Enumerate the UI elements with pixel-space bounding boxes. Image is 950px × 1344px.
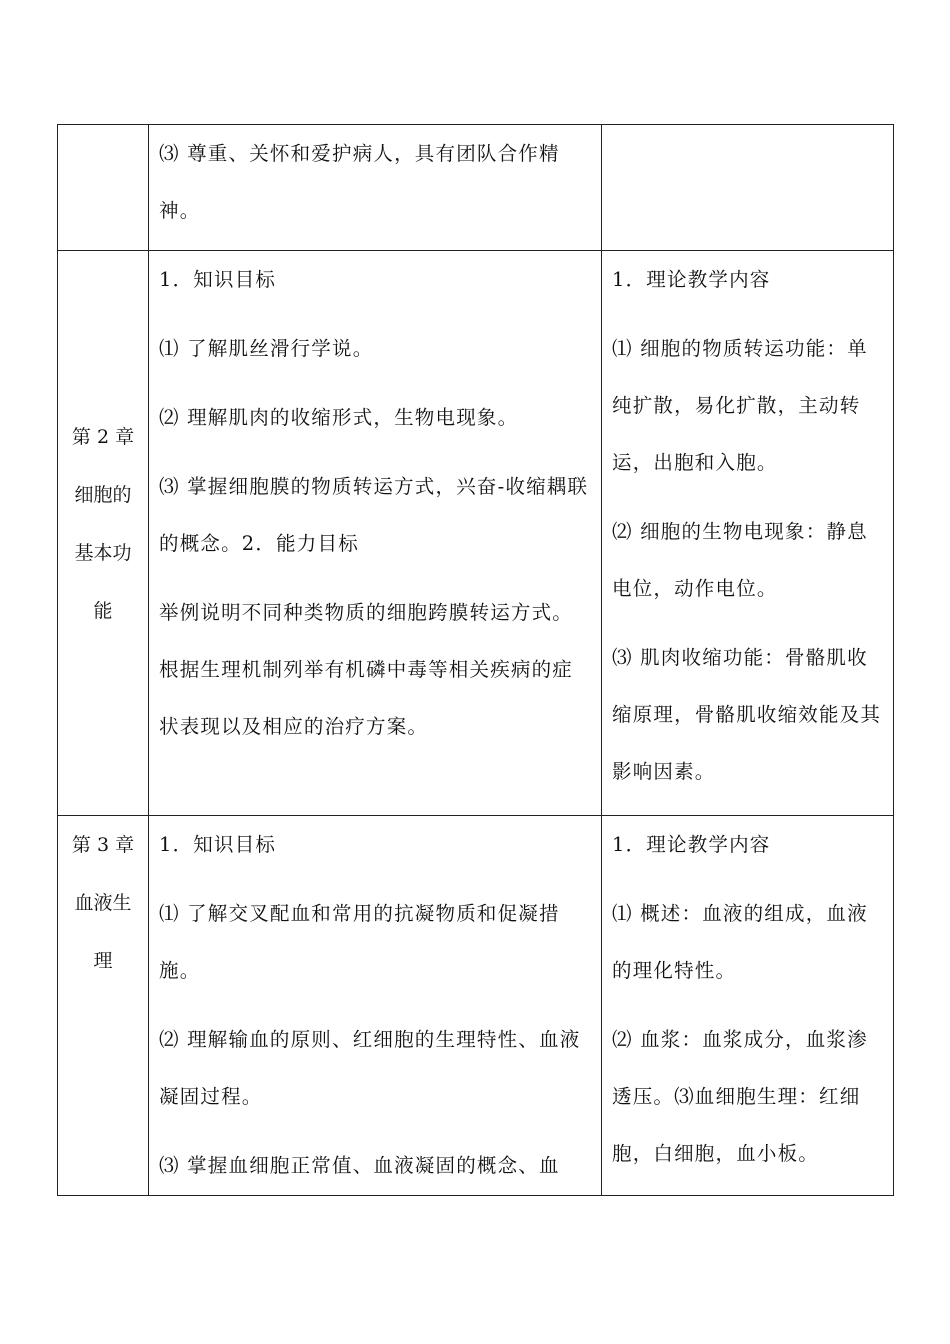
chapter-label: 第 3 章 [71, 834, 135, 856]
objectives-cell [149, 816, 602, 1196]
table-row [58, 816, 894, 1196]
content-text: ⑵ 细胞的生物电现象：静息电位，动作电位。 [612, 520, 868, 600]
content-text: ⑶ 肌肉收缩功能：骨骼肌收缩原理，骨骼肌收缩效能及其影响因素。 [612, 646, 882, 783]
section-heading: 1．理论教学内容 [612, 833, 771, 856]
content-text: ⑵ 血浆：血浆成分，血浆渗透压。⑶血细胞生理：红细胞，白细胞，血小板。 [612, 1028, 868, 1165]
chapter-cell [58, 816, 149, 1196]
table-row [58, 251, 894, 816]
objective-text: ⑴ 了解肌丝滑行学说。 [159, 337, 374, 360]
objective-text: ⑵ 理解肌肉的收缩形式，生物电现象。 [159, 406, 519, 429]
objective-text: 举例说明不同种类物质的细胞跨膜转运方式。根据生理机制列举有机磷中毒等相关疾病的症状表现以及相应的治疗方案。 [159, 601, 574, 738]
syllabus-table [57, 124, 894, 1196]
content-cell [602, 251, 894, 816]
chapter-label: 能 [93, 600, 113, 622]
chapter-label: 基本功 [74, 542, 132, 564]
content-cell [602, 125, 894, 251]
chapter-label: 理 [93, 950, 113, 972]
section-heading: 1．知识目标 [159, 268, 277, 291]
objective-text: ⑴ 了解交叉配血和常用的抗凝物质和促凝措施。 [159, 902, 560, 982]
content-cell [602, 816, 894, 1196]
objective-text: ⑵ 理解输血的原则、红细胞的生理特性、血液凝固过程。 [159, 1028, 581, 1108]
content-text: ⑴ 细胞的物质转运功能：单纯扩散，易化扩散，主动转运，出胞和入胞。 [612, 337, 868, 474]
chapter-label: 细胞的 [74, 484, 132, 506]
section-heading: 1．知识目标 [159, 833, 277, 856]
chapter-label: 第 2 章 [71, 426, 135, 448]
objective-text: ⑶ 掌握血细胞正常值、血液凝固的概念、血 [159, 1154, 560, 1177]
content-text: ⑴ 概述：血液的组成，血液的理化特性。 [612, 902, 868, 982]
objectives-cell [149, 251, 602, 816]
chapter-cell [58, 251, 149, 816]
objective-text: ⑶ 尊重、关怀和爱护病人，具有团队合作精神。 [159, 142, 560, 222]
table-row [58, 125, 894, 251]
objectives-cell [149, 125, 602, 251]
chapter-cell [58, 125, 149, 251]
objective-text: ⑶ 掌握细胞膜的物质转运方式，兴奋-收缩耦联的概念。2．能力目标 [159, 475, 589, 555]
section-heading: 1．理论教学内容 [612, 268, 771, 291]
chapter-label: 血液生 [74, 892, 132, 914]
